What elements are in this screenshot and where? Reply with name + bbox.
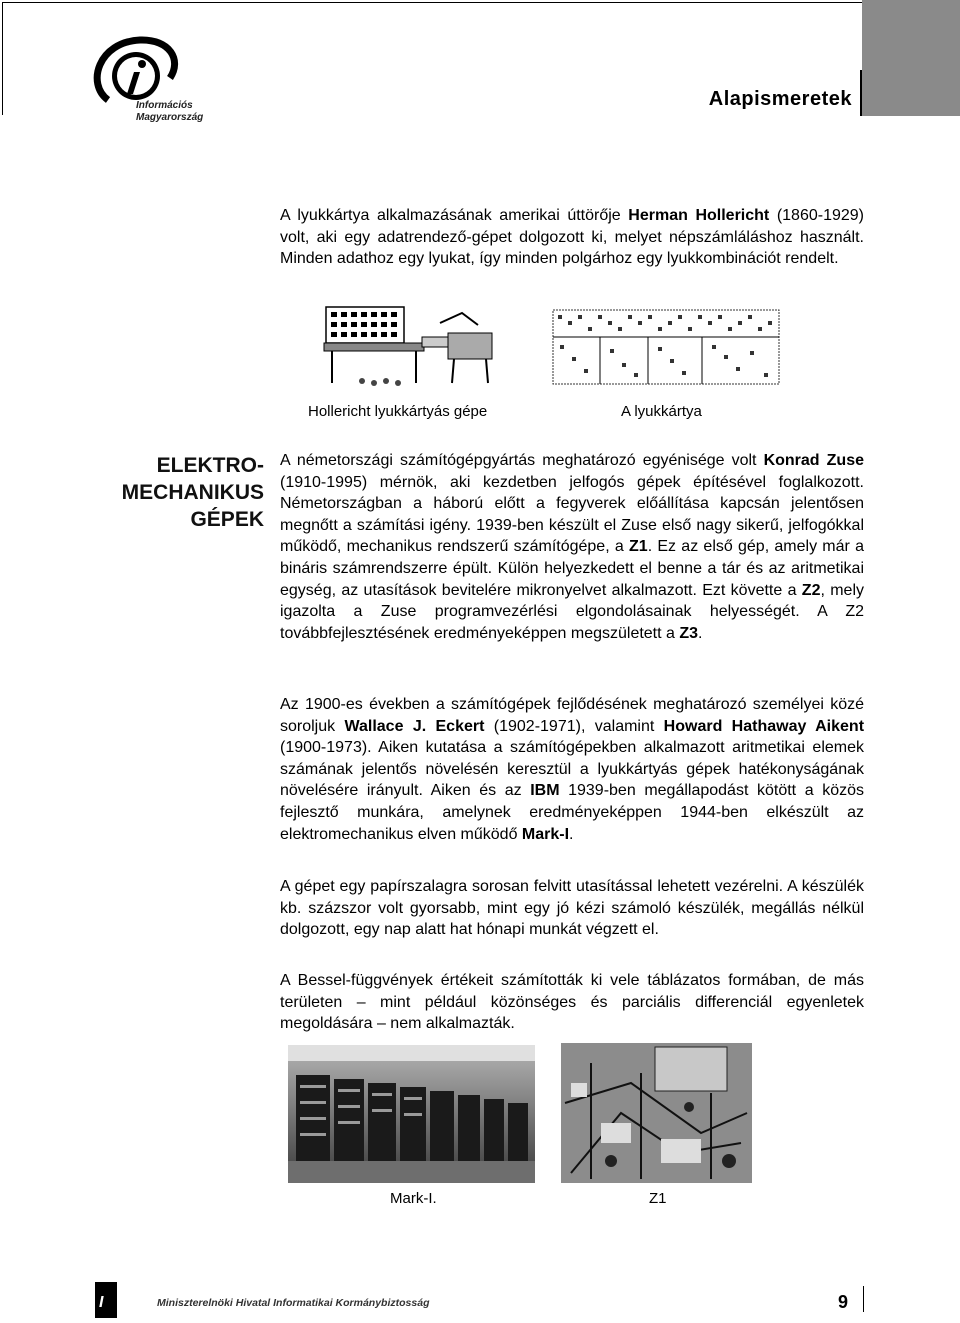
caption-punch-card: A lyukkártya (621, 403, 702, 420)
section-heading-line2: MECHANIKUS (121, 481, 264, 504)
footer-rule (863, 1286, 864, 1312)
punch-card-image (552, 309, 780, 385)
caption-mark1: Mark-I. (390, 1190, 437, 1207)
section-heading-line1: ELEKTRO- (156, 454, 264, 477)
footer-text: Miniszterelnöki Hivatal Informatikai Kormánybiztosság (157, 1297, 430, 1309)
zuse-paragraph: A németországi számítógépgyártás meghatározó egyénisége volt Konrad Zuse (1910-1995) mérnök, aki kezdetben jelfogós gépek építésével foglalkozott. Németországban a háború előtt a fegyverek előállítása kapcsán jelentősen megnőtt a számítási igény. 1939-ben készült el Zuse első nagy sikerű, jelfogókkal működő, mechanikus rendszerű számítógépe, a Z1. Ez az első gép, amely már a bináris számrendszerre épült. Külön helyezkedett el benne a tár és az aritmetikai egység, az utasítások bevitelére mikronyelvet alkalmazott. Ezt követte a Z2, mely igazolta a Zuse programvezérlési elgondolásainak helyességét. A Z2 továbbfejlesztésének eredményeképpen megszületett a Z3. (280, 452, 865, 642)
page-number: 9 (838, 1292, 849, 1312)
section-heading (96, 452, 264, 533)
bessel-paragraph: A Bessel-függvények értékeit számították ki vele táblázatos formában, de más területen – mint például közönséges és parciális differenciál egyenletek megoldására – nem alkalmazták. (280, 972, 864, 1033)
footer-letter: I (99, 1294, 104, 1311)
logo-text-line1: Információs (136, 100, 193, 111)
caption-z1: Z1 (649, 1190, 667, 1207)
header-gray-block (862, 0, 960, 116)
hollerith-machine-image (322, 303, 496, 389)
mark1-paragraph: A gépet egy papírszalagra sorosan felvitt utasítással lehetett vezérelni. A készülék kb. százszor volt gyorsabb, mint egy jó kézi számoló készülék, megállás nélkül dolgozott, egy nap alatt hat hónapi munkát végzett el. (280, 878, 864, 939)
aiken-paragraph: Az 1900-es években a számítógépek fejlődésének meghatározó személyei közé soroljuk Wallace J. Eckert (1902-1971), valamint Howard Hathaway Aikent (1900-1973). Aiken kutatása a számítógépekben alkalmazott aritmetikai elemek számának jelentős növelésén keresztül a lyukkártyás gépek hatékonyságának növelésére irányult. Aiken és az IBM 1939-ben megállapodást kötött a közös fejlesztő munkára, amelynek eredményeképpen 1944-ben elkészült az elektromechanikus elven működő Mark-I. (280, 696, 865, 843)
z1-photo (561, 1043, 752, 1183)
mark1-photo (288, 1045, 535, 1183)
logo-text-line2: Magyarország (136, 112, 204, 123)
page-title: Alapismeretek (708, 88, 852, 110)
header-rule (860, 70, 862, 116)
caption-hollerith: Hollericht lyukkártyás gépe (308, 403, 488, 420)
intro-paragraph: A lyukkártya alkalmazásának amerikai úttörője Herman Hollericht (1860-1929) volt, aki egy adatrendező-gépet dolgozott ki, melyet népszámláláshoz használt. Minden adathoz egy lyukat, így minden polgárhoz egy lyukkombinációt rendelt. (280, 207, 865, 268)
section-heading-line3: GÉPEK (190, 508, 264, 531)
